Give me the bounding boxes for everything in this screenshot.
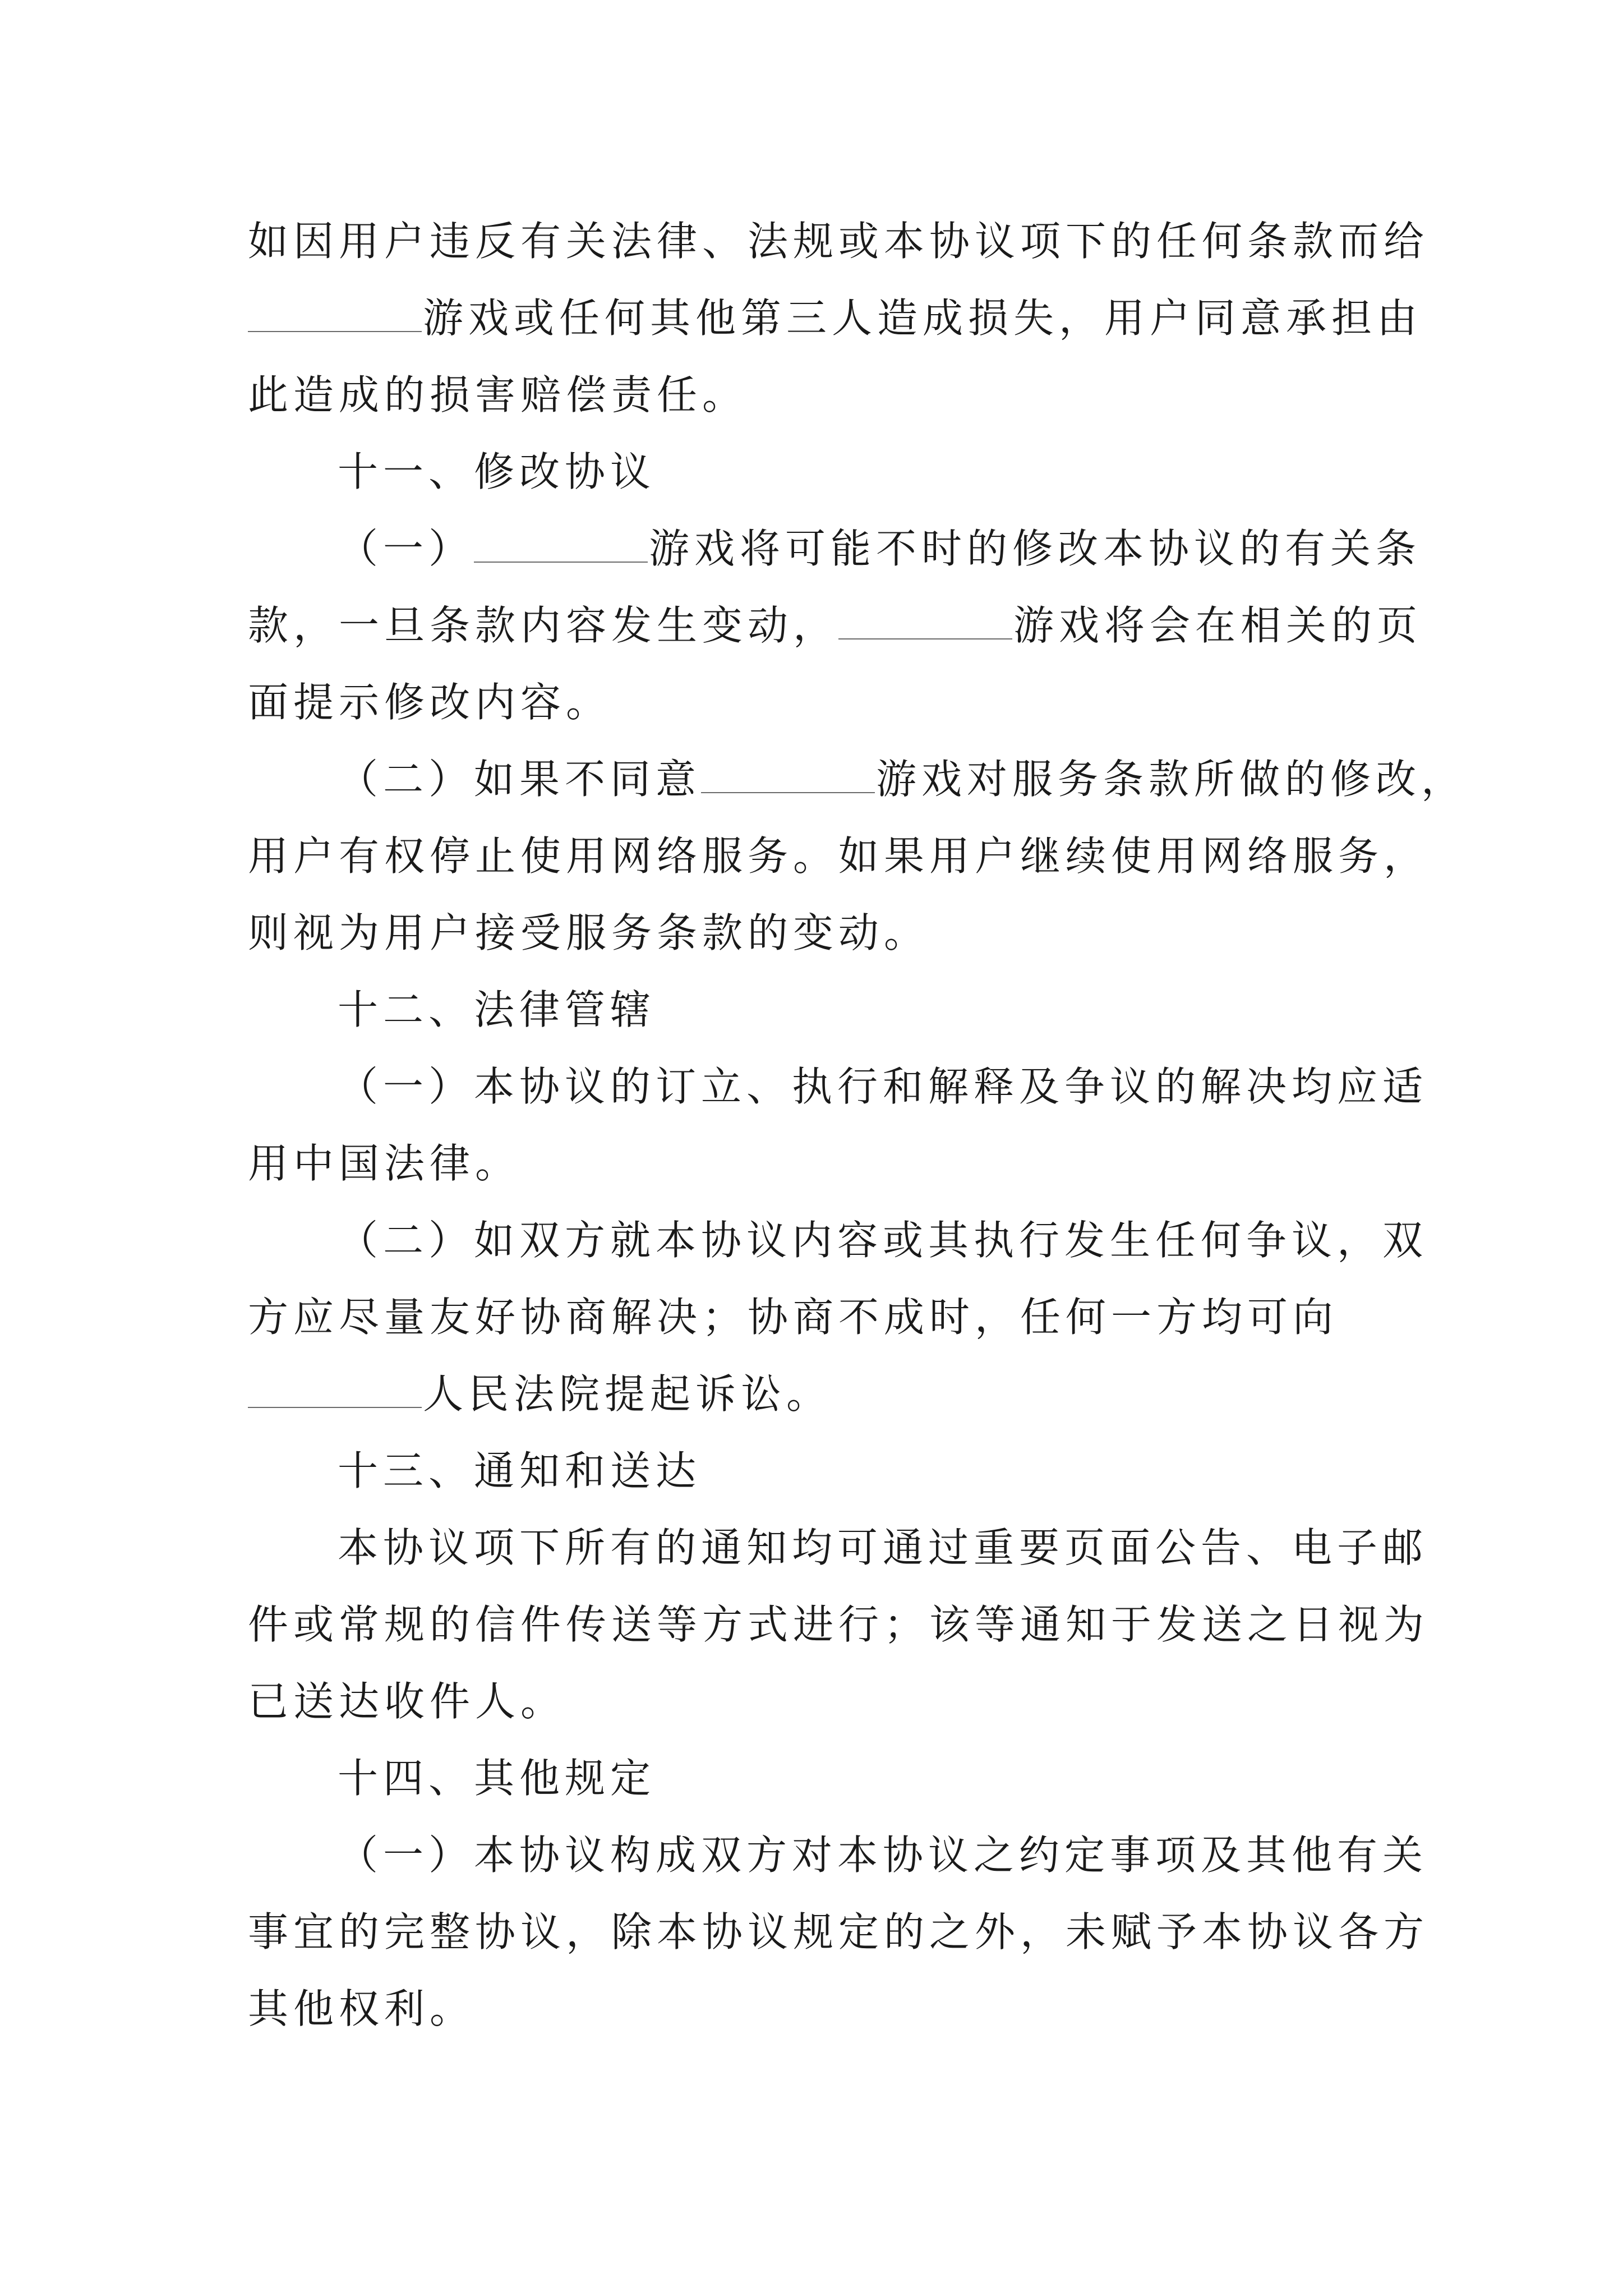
- text-segment: 游戏对服务条款所做的修改，: [876, 756, 1467, 803]
- text-line: [248, 1671, 566, 1732]
- text-segment: 如因用户违反有关法律、法规或本协议项下的任何条款而给: [248, 218, 1430, 265]
- text-segment: 已送达收件人。: [248, 1678, 566, 1725]
- text-segment: 人民法院提起诉讼。: [423, 1370, 832, 1418]
- fill-in-blank: [248, 296, 422, 332]
- text-segment: 此造成的损害赔偿责任。: [248, 371, 748, 418]
- text-line: [248, 902, 929, 964]
- text-line: [248, 825, 1429, 887]
- text-segment: 十一、修改协议: [338, 448, 656, 495]
- text-segment: 本协议项下所有的通知均可通过重要页面公告、电子邮: [338, 1524, 1428, 1571]
- text-line: [248, 595, 1422, 656]
- text-segment: （一）本协议构成双方对本协议之约定事项及其他有关: [338, 1832, 1428, 1879]
- text-line: [248, 1594, 1429, 1655]
- fill-in-blank: [248, 1372, 422, 1408]
- text-segment: 游戏或任何其他第三人造成损失，用户同意承担由: [423, 295, 1423, 342]
- text-line: [338, 1209, 1428, 1271]
- text-segment: （二）如果不同意: [338, 756, 702, 803]
- text-line: [248, 287, 1422, 349]
- text-segment: 事宜的完整协议，除本协议规定的之外，未赋予本协议各方: [248, 1908, 1430, 1955]
- text-line: [248, 210, 1429, 272]
- text-segment: 件或常规的信件传送等方式进行；该等通知于发送之日视为: [248, 1601, 1430, 1648]
- text-segment: 用户有权停止使用网络服务。如果用户继续使用网络服务，: [248, 832, 1430, 880]
- text-line: [248, 1978, 475, 2040]
- text-line: [338, 1056, 1428, 1117]
- text-line: [338, 748, 1467, 810]
- text-line: [248, 364, 748, 426]
- text-segment: 款，一旦条款内容发生变动，: [248, 602, 839, 649]
- text-segment: 方应尽量友好协商解决；协商不成时，任何一方均可向: [248, 1294, 1339, 1341]
- text-segment: （一）: [338, 525, 474, 572]
- section-heading: [338, 441, 656, 503]
- text-segment: 其他权利。: [248, 1985, 476, 2032]
- section-heading: [338, 1747, 656, 1809]
- text-line: [248, 1901, 1429, 1963]
- text-segment: 用中国法律。: [248, 1140, 521, 1187]
- section-heading: [338, 979, 656, 1041]
- text-segment: 十四、其他规定: [338, 1755, 656, 1802]
- text-segment: （二）如双方就本协议内容或其执行发生任何争议，双: [338, 1217, 1428, 1264]
- fill-in-blank: [474, 527, 648, 563]
- text-segment: 十二、法律管辖: [338, 986, 656, 1033]
- text-segment: （一）本协议的订立、执行和解释及争议的解决均应适: [338, 1063, 1428, 1110]
- section-heading: [338, 1440, 701, 1502]
- text-line: [338, 1517, 1428, 1579]
- text-line: [338, 518, 1421, 579]
- text-line: [248, 671, 611, 733]
- text-segment: 十三、通知和送达: [338, 1447, 702, 1494]
- text-line: [248, 1286, 1338, 1348]
- text-segment: 游戏将可能不时的修改本协议的有关条: [649, 525, 1422, 572]
- text-line: [338, 1824, 1428, 1886]
- fill-in-blank: [701, 757, 875, 793]
- text-line: [248, 1363, 832, 1425]
- text-segment: 游戏将会在相关的页: [1013, 602, 1423, 649]
- fill-in-blank: [838, 604, 1012, 639]
- text-segment: 则视为用户接受服务条款的变动。: [248, 909, 930, 956]
- text-segment: 面提示修改内容。: [248, 679, 612, 726]
- text-line: [248, 1133, 520, 1194]
